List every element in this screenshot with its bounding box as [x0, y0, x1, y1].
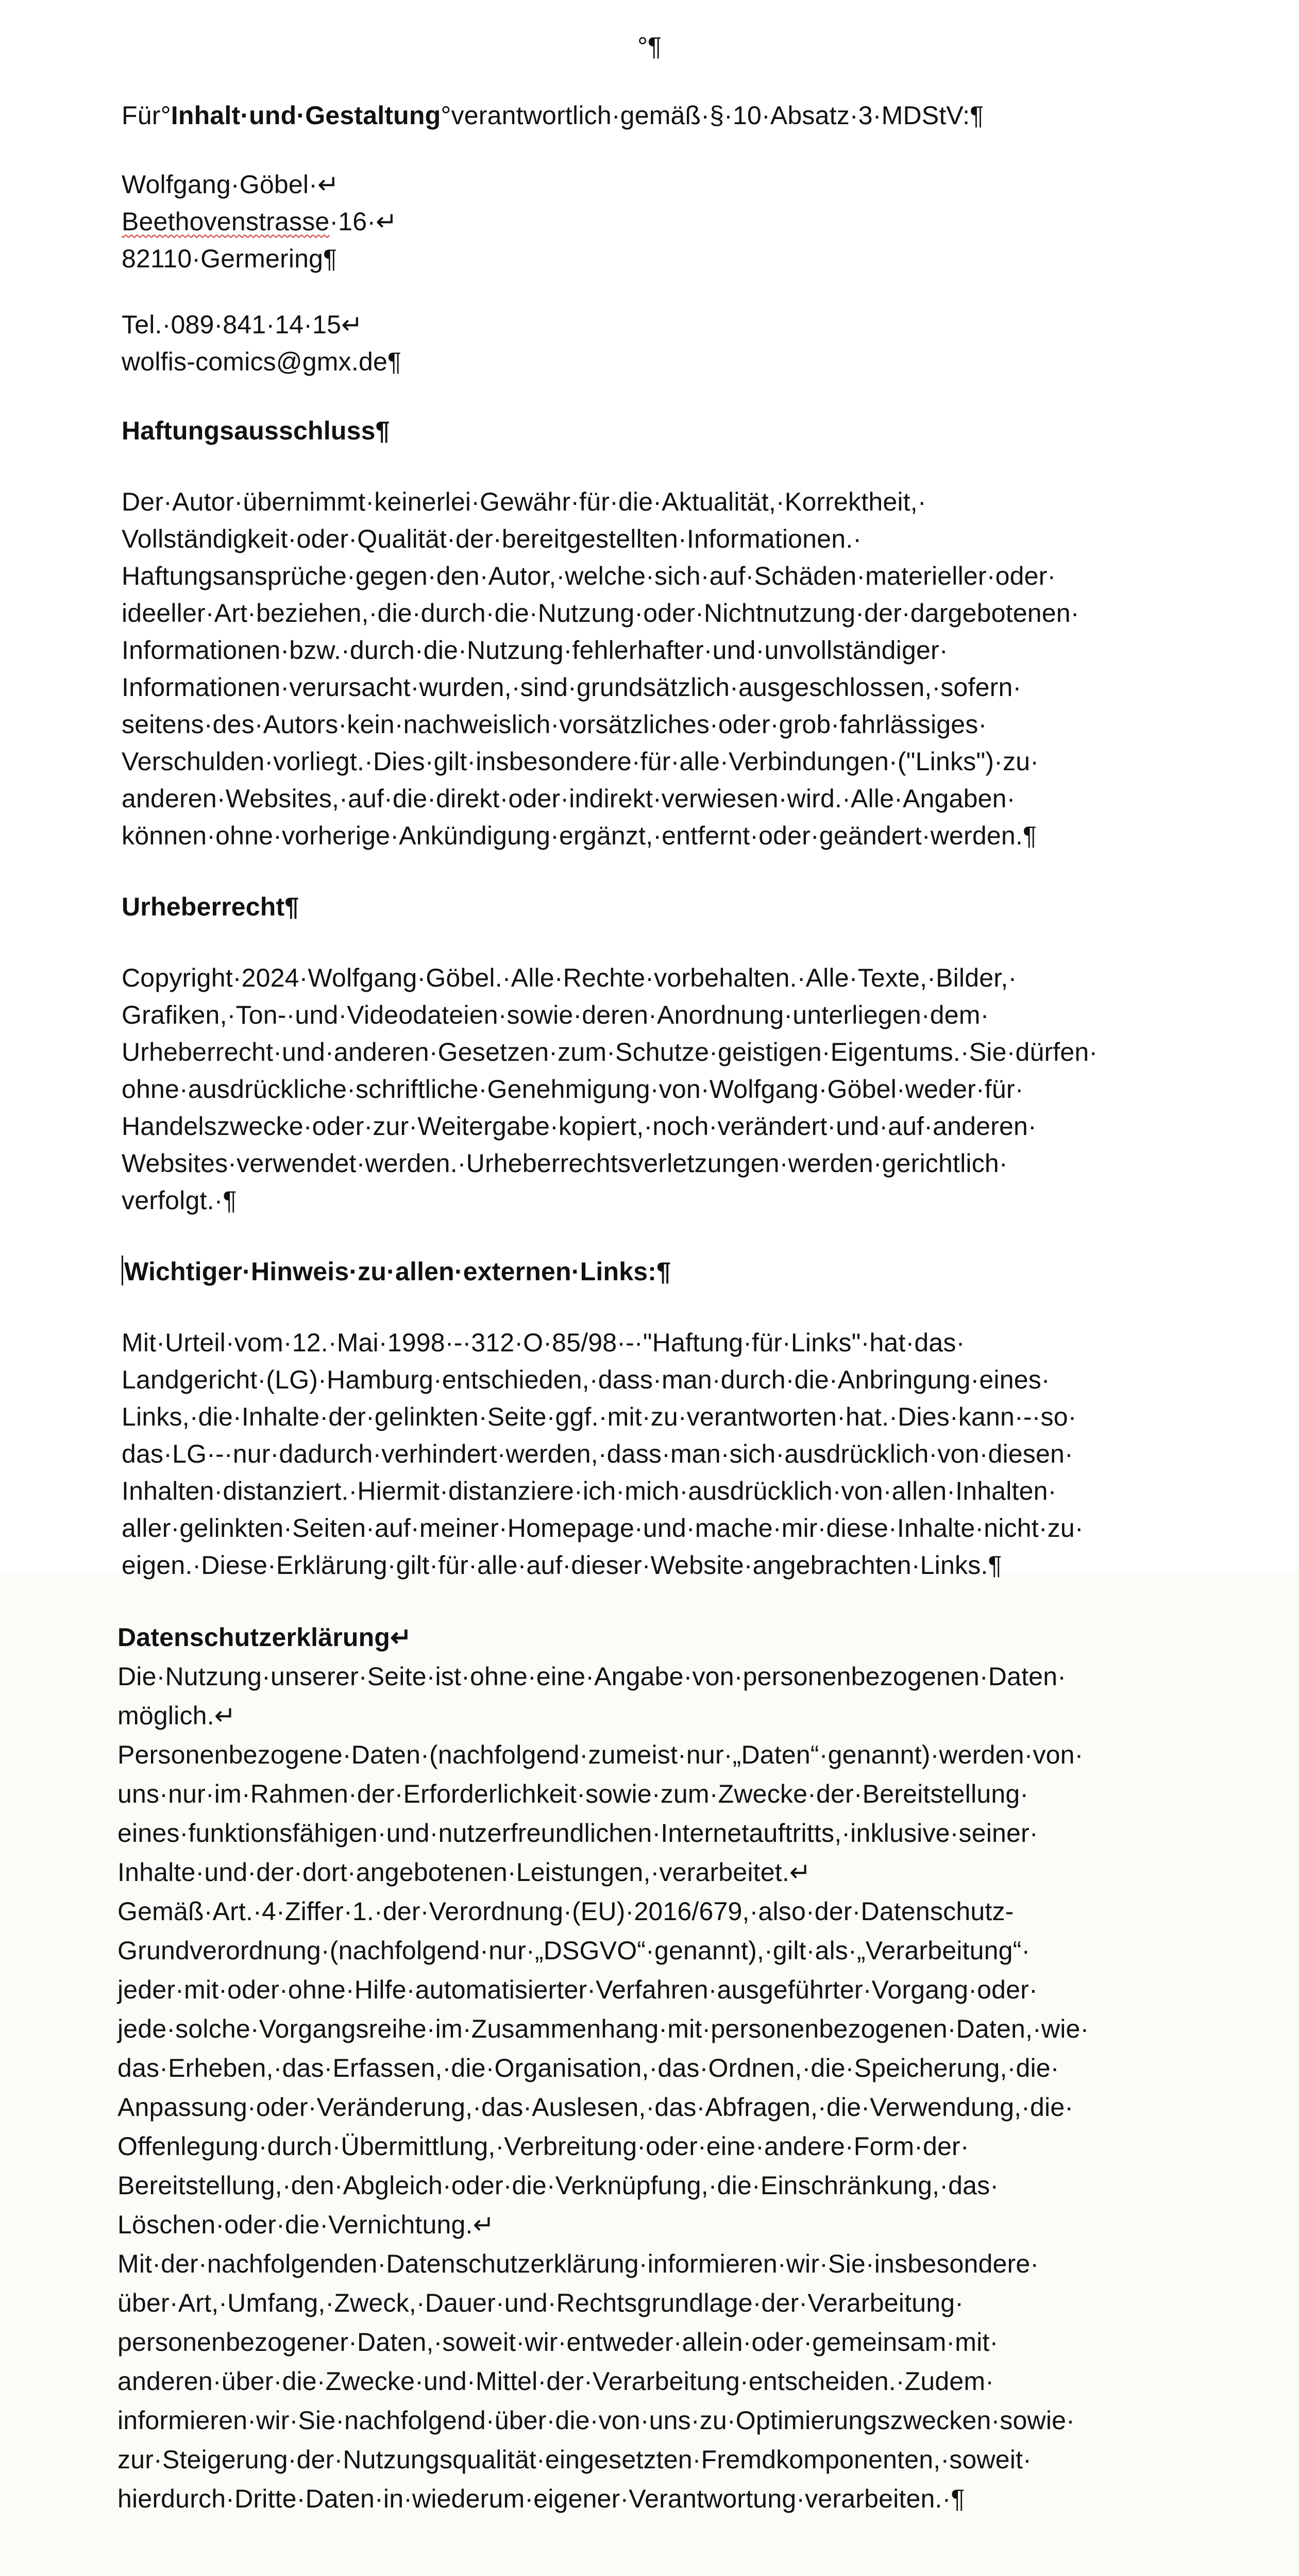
intro-paragraph[interactable] — [122, 97, 1152, 134]
address-street-number: ·16·↵ — [329, 207, 398, 236]
text-line: jeder·mit·oder·ohne·Hilfe·automatisierter·Verfahren·ausgeführter·Vorgang·oder· — [117, 1975, 1038, 2004]
links-heading[interactable] — [122, 1253, 1152, 1290]
text-line: Landgericht·(LG)·Hamburg·entschieden,·dass·man·durch·die·Anbringung·eines· — [122, 1365, 1050, 1394]
text-line: möglich.↵ — [117, 1701, 236, 1730]
text-line: uns·nur·im·Rahmen·der·Erforderlichkeit·sowie·zum·Zwecke·der·Bereitstellung· — [117, 1780, 1029, 1808]
text-line: Haftungsansprüche·gegen·den·Autor,·welche·sich·auf·Schäden·materieller·oder· — [122, 562, 1056, 590]
text-line: Urheberrecht·und·anderen·Gesetzen·zum·Schutze·geistigen·Eigentums.·Sie·dürfen· — [122, 1038, 1098, 1066]
text-line: Gemäß·Art.·4·Ziffer·1.·der·Verordnung·(EU)·2016/679,·also·der·Datenschutz- — [117, 1897, 1014, 1926]
text-line: verfolgt.·¶ — [122, 1186, 237, 1215]
text-line: Löschen·oder·die·Vernichtung.↵ — [117, 2210, 495, 2239]
text-line: ideeller·Art·beziehen,·die·durch·die·Nutzung·oder·Nichtnutzung·der·dargebotenen· — [122, 599, 1079, 628]
text-line: Informationen·bzw.·durch·die·Nutzung·fehlerhafter·und·unvollständiger· — [122, 636, 948, 665]
text-line: Die·Nutzung·unserer·Seite·ist·ohne·eine·Angabe·von·personenbezogenen·Daten· — [117, 1662, 1067, 1691]
urheber-heading: Urheberrecht¶ — [122, 892, 299, 921]
contact-email: wolfis-comics@gmx.de¶ — [122, 347, 402, 376]
intro-prefix: Für° — [122, 101, 171, 130]
top-paragraph-mark: °¶ — [637, 32, 662, 61]
haftung-paragraph[interactable] — [122, 483, 1152, 854]
text-line: Websites·verwendet·werden.·Urheberrechtsverletzungen·werden·gerichtlich· — [122, 1149, 1008, 1178]
text-line: Copyright·2024·Wolfgang·Göbel.·Alle·Rechte·vorbehalten.·Alle·Texte,·Bilder,· — [122, 963, 1017, 992]
spelling-flagged-word[interactable]: Beethovenstrasse — [122, 207, 330, 236]
text-line: eines·funktionsfähigen·und·nutzerfreundlichen·Internetauftritts,·inklusive·seiner· — [117, 1819, 1038, 1848]
text-line: Inhalten·distanziert.·Hiermit·distanziere·ich·mich·ausdrücklich·von·allen·Inhalten· — [122, 1477, 1057, 1505]
text-line: jede·solche·Vorgangsreihe·im·Zusammenhang·mit·personenbezogenen·Daten,·wie· — [117, 2014, 1089, 2043]
text-line: Grafiken,·Ton-·und·Videodateien·sowie·deren·Anordnung·unterliegen·dem· — [122, 1001, 989, 1029]
contact-block[interactable] — [122, 306, 1152, 380]
address-block[interactable] — [122, 166, 1152, 277]
text-line: Links,·die·Inhalte·der·gelinkten·Seite·ggf.·mit·zu·verantworten·hat.·Dies·kann·-·so· — [122, 1402, 1077, 1431]
intro-suffix: °verantwortlich·gemäß·§·10·Absatz·3·MDStV:¶ — [441, 101, 984, 130]
text-line: Anpassung·oder·Veränderung,·das·Auslesen,·das·Abfragen,·die·Verwendung,·die· — [117, 2093, 1074, 2122]
text-line: Bereitstellung,·den·Abgleich·oder·die·Verknüpfung,·die·Einschränkung,·das· — [117, 2171, 999, 2200]
links-paragraph[interactable] — [122, 1324, 1152, 1584]
haftung-heading: Haftungsausschluss¶ — [122, 416, 390, 445]
address-city: 82110·Germering¶ — [122, 244, 338, 273]
text-line: Informationen·verursacht·wurden,·sind·grundsätzlich·ausgeschlossen,·sofern· — [122, 673, 1022, 702]
document-body-lower[interactable] — [117, 1618, 1148, 2518]
text-line: Handelszwecke·oder·zur·Weitergabe·kopiert,·noch·verändert·und·auf·anderen· — [122, 1112, 1037, 1141]
text-line: Personenbezogene·Daten·(nachfolgend·zumeist·nur·„Daten“·genannt)·werden·von· — [117, 1740, 1084, 1769]
datenschutz-heading: Datenschutzerklärung↵ — [117, 1623, 412, 1652]
text-line: aller·gelinkten·Seiten·auf·meiner·Homepage·und·mache·mir·diese·Inhalte·nicht·zu· — [122, 1514, 1084, 1543]
text-line: ohne·ausdrückliche·schriftliche·Genehmigung·von·Wolfgang·Göbel·weder·für· — [122, 1075, 1024, 1104]
text-line: Inhalte·und·der·dort·angebotenen·Leistungen,·verarbeitet.↵ — [117, 1858, 811, 1887]
text-line: Vollständigkeit·oder·Qualität·der·bereitgestellten·Informationen.· — [122, 524, 862, 553]
text-line: informieren·wir·Sie·nachfolgend·über·die·von·uns·zu·Optimierungszwecken·sowie· — [117, 2406, 1075, 2435]
text-line: Mit·Urteil·vom·12.·Mai·1998·-·312·O·85/98·-·"Haftung·für·Links"·hat·das· — [122, 1328, 965, 1357]
text-line: anderen·Websites,·auf·die·direkt·oder·indirekt·verwiesen·wird.·Alle·Angaben· — [122, 784, 1016, 813]
urheber-paragraph[interactable] — [122, 959, 1152, 1219]
datenschutz-paragraph[interactable] — [117, 1657, 1148, 2518]
text-line: hierdurch·Dritte·Daten·in·wiederum·eigener·Verantwortung·verarbeiten.·¶ — [117, 2484, 965, 2513]
text-line: anderen·über·die·Zwecke·und·Mittel·der·Verarbeitung·entscheiden.·Zudem· — [117, 2367, 994, 2396]
text-line: das·Erheben,·das·Erfassen,·die·Organisation,·das·Ordnen,·die·Speicherung,·die· — [117, 2054, 1059, 2082]
text-line: personenbezogener·Daten,·soweit·wir·entweder·allein·oder·gemeinsam·mit· — [117, 2328, 999, 2357]
text-cursor — [122, 1256, 123, 1285]
text-line: das·LG·-·nur·dadurch·verhindert·werden,·dass·man·sich·ausdrücklich·von·diesen· — [122, 1439, 1073, 1468]
text-line: seitens·des·Autors·kein·nachweislich·vorsätzliches·oder·grob·fahrlässiges· — [122, 710, 987, 739]
text-line: über·Art,·Umfang,·Zweck,·Dauer·und·Rechtsgrundlage·der·Verarbeitung· — [117, 2289, 964, 2317]
address-street-line — [122, 203, 1152, 240]
contact-phone: Tel.·089·841·14·15↵ — [122, 310, 363, 339]
text-line: Offenlegung·durch·Übermittlung,·Verbreitung·oder·eine·andere·Form·der· — [117, 2132, 969, 2161]
document-body-upper[interactable] — [122, 97, 1152, 1584]
text-line: eigen.·Diese·Erklärung·gilt·für·alle·auf·dieser·Website·angebrachten·Links.¶ — [122, 1551, 1002, 1580]
address-name: Wolfgang·Göbel·↵ — [122, 170, 340, 199]
text-line: Mit·der·nachfolgenden·Datenschutzerklärung·informieren·wir·Sie·insbesondere· — [117, 2249, 1039, 2278]
intro-bold: Inhalt·und·Gestaltung — [171, 101, 441, 130]
text-line: Der·Autor·übernimmt·keinerlei·Gewähr·für·die·Aktualität,·Korrektheit,· — [122, 487, 926, 516]
text-line: Grundverordnung·(nachfolgend·nur·„DSGVO“·genannt),·gilt·als·„Verarbeitung“· — [117, 1936, 1031, 1965]
text-line: können·ohne·vorherige·Ankündigung·ergänzt,·entfernt·oder·geändert·werden.¶ — [122, 821, 1037, 850]
text-line: zur·Steigerung·der·Nutzungsqualität·eingesetzten·Fremdkomponenten,·soweit· — [117, 2445, 1032, 2474]
text-line: Verschulden·vorliegt.·Dies·gilt·insbesondere·für·alle·Verbindungen·("Links")·zu· — [122, 747, 1039, 776]
links-heading-text: Wichtiger·Hinweis·zu·allen·externen·Links:¶ — [124, 1257, 671, 1286]
